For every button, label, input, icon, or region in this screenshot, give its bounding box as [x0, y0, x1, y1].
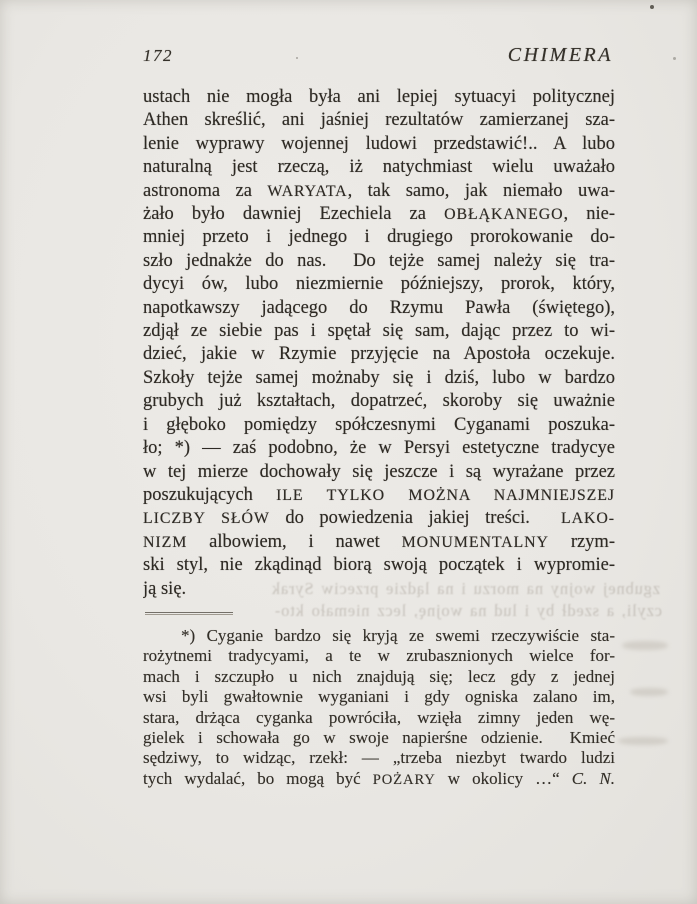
- emphasis-caps: WARYATA: [267, 182, 348, 200]
- ink-speck: [296, 57, 298, 59]
- body-line: grubych już kształtach, dopatrzeć, skoroby się uważnie: [143, 391, 615, 412]
- ink-smudge: [630, 688, 668, 696]
- body-line: zdjął ze siebie pas i spętał się sam, dając przez to wi-: [143, 321, 615, 342]
- footnote-line: mach i szczupło u nich znajdują się; lecz gdy z jednej: [143, 666, 615, 686]
- ink-smudge: [622, 641, 668, 650]
- body-line: ustach nie mogła była ani lepiej sytuacyi politycznej: [143, 87, 615, 107]
- body-line: i głęboko pomiędzy spółczesnymi Cyganami poszuka-: [143, 414, 615, 435]
- body-line: szło jednakże do nas. Do tejże samej należy się tra-: [143, 250, 615, 271]
- footnote-separator: [145, 612, 233, 615]
- body-line: poszukujących ILE TYLKO MOŻNA NAJMNIEJSZEJ: [143, 484, 615, 505]
- footnote-line: wsi byli gwałtownie wyganiani i gdy ogniska zalano im,: [143, 687, 615, 707]
- footnote-line: *) Cyganie bardzo się kryją ze swemi rzeczywiście sta-: [181, 626, 615, 645]
- body-line: naturalną jest rzeczą, iż natychmiast wielu uważało: [143, 157, 615, 178]
- body-line: ją się.: [143, 578, 187, 599]
- body-text: [143, 86, 615, 601]
- footnote-line: stara, drżąca cyganka powróciła, wzięła zimny jeden wę-: [143, 707, 615, 727]
- body-line: Szkoły tejże samej możnaby się i dziś, lubo w bardzo: [143, 367, 615, 388]
- emphasis-caps: MONUMENTALNY: [401, 533, 549, 551]
- ink-speck: [673, 57, 676, 60]
- body-line: astronoma za WARYATA, tak samo, jak niemało uwa-: [143, 180, 615, 201]
- page-number: 172: [143, 46, 173, 65]
- body-line: dycyi ów, lubo niezmiernie późniejszy, prorok, który,: [143, 274, 615, 295]
- emphasis-caps: LICZBY SŁÓW: [143, 510, 270, 528]
- emphasis-caps: LAKO-: [561, 510, 615, 528]
- emphasis-caps: ILE TYLKO MOŻNA NAJMNIEJSZEJ: [276, 486, 615, 504]
- emphasis-italic: C. N.: [571, 768, 615, 788]
- body-line: LICZBY SŁÓW do powiedzenia jakiej treści. LAKO-: [143, 508, 615, 529]
- emphasis-caps: NIZM: [143, 533, 188, 551]
- footnote-text: [143, 626, 615, 790]
- body-line: żało było dawniej Ezechiela za OBŁĄKANEGO, nie-: [143, 204, 615, 225]
- emphasis-caps: OBŁĄKANEGO: [444, 206, 564, 224]
- body-line: NIZM albowiem, i nawet MONUMENTALNY rzym-: [143, 531, 615, 552]
- ghost-showthrough-line: zgubnej wojny na morzu i na lądzie przeciw Syrak: [271, 579, 660, 598]
- body-line: lenie wyprawy wojennej ludowi przedstawić!.. A lubo: [143, 133, 615, 154]
- journal-title: CHIMERA: [507, 44, 613, 66]
- body-line: ski styl, nie zkądinąd biorą swoją początek i wypromie-: [143, 555, 615, 576]
- ghost-showthrough-line: czyli, a szedł by i lud na wojnę, lecz niemało kto-: [274, 601, 662, 620]
- ink-smudge: [618, 737, 668, 745]
- body-line: w tej mierze dochowały się jeszcze i są wyrażane przez: [143, 461, 615, 482]
- footnote-line: gielek i schowała go w swoje napierśne odzienie. Kmieć: [143, 728, 615, 748]
- emphasis-caps: POŻARY: [372, 771, 436, 788]
- body-line: napotkawszy jadącego do Rzymu Pawła (świętego),: [143, 297, 615, 318]
- page-header: [143, 44, 613, 67]
- footnote-line: tych wydalać, bo mogą być POŻARY w okolicy …“ C. N.: [143, 768, 615, 788]
- body-line: dzieć, jakie w Rzymie przyjęcie na Apostoła oczekuje.: [143, 344, 615, 365]
- body-line: ło; *) — zaś podobno, że w Persyi estetyczne tradycye: [143, 438, 615, 459]
- footnote-line: rożytnemi tradycyami, a te w zrubasznionych wielce for-: [143, 646, 615, 666]
- body-line: Athen skreślić, ani jaśniej rezultatów zamierzanej sza-: [143, 110, 615, 131]
- body-line: mniej przeto i jednego i drugiego prorokowanie do-: [143, 227, 615, 248]
- footnote-line: sędziwy, to widząc, rzekł: — „trzeba niezbyt twardo ludzi: [143, 748, 615, 768]
- ink-speck: [650, 5, 654, 9]
